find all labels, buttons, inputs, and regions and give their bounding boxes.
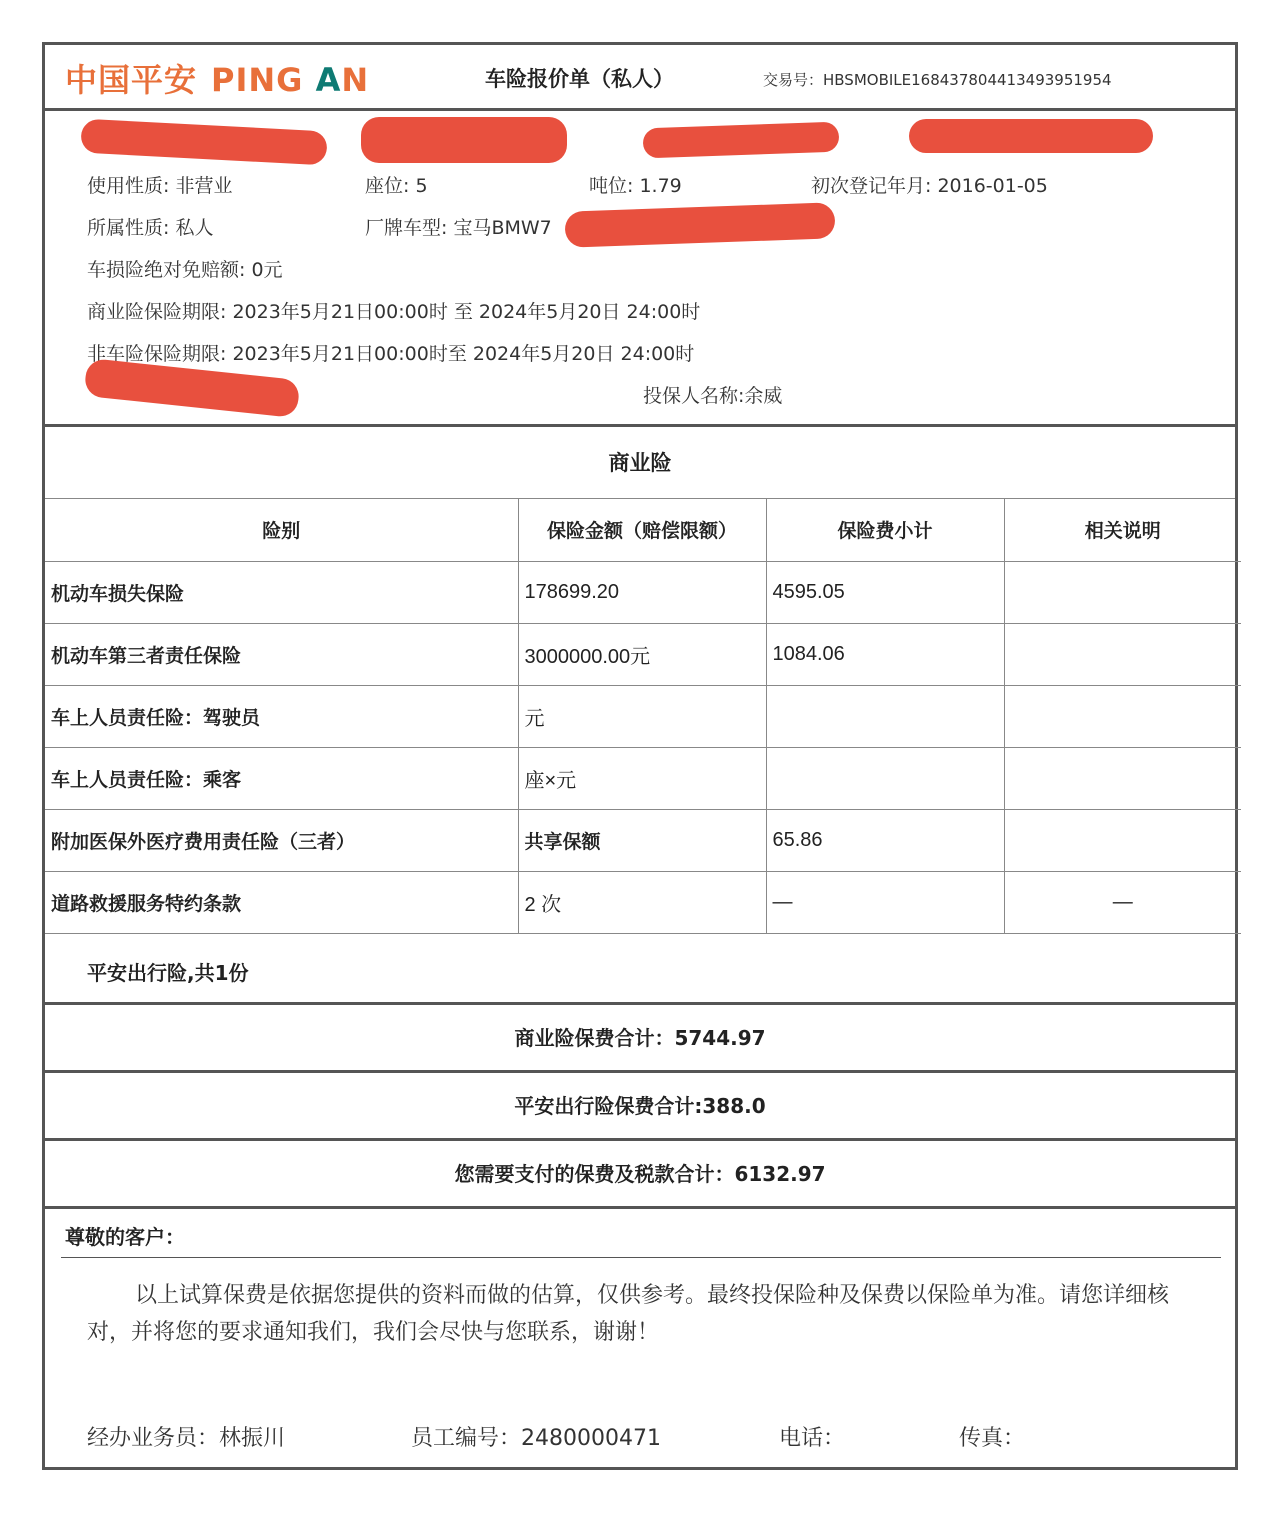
table-row — [45, 561, 1241, 623]
coverage-name: 车上人员责任险：驾驶员 — [45, 685, 518, 747]
usage-field: 使用性质: 非营业 — [87, 175, 233, 197]
vehicle-info — [45, 111, 1235, 427]
coverage-name: 机动车损失保险 — [45, 561, 518, 623]
coverage-note — [1004, 809, 1241, 871]
travel-total: 平安出行险保费合计:388.0 — [45, 1073, 1235, 1141]
redaction-mark — [564, 202, 835, 247]
coverage-premium: 4595.05 — [766, 561, 1004, 623]
grand-total: 您需要支付的保费及税款合计：6132.97 — [45, 1141, 1235, 1209]
redaction-mark — [361, 117, 567, 163]
coverage-amount: 元 — [518, 685, 766, 747]
fax-label: 传真： — [959, 1426, 1026, 1451]
brand-model-field: 厂牌车型: 宝马BMW7 — [365, 217, 552, 239]
commercial-section-title: 商业险 — [45, 427, 1235, 499]
ownership-field: 所属性质: 私人 — [87, 217, 214, 239]
policyholder-field: 投保人名称:余威 — [643, 385, 783, 407]
coverage-amount: 共享保额 — [518, 809, 766, 871]
greeting: 尊敬的客户： — [65, 1225, 185, 1249]
tonnage-field: 吨位: 1.79 — [589, 175, 682, 197]
coverage-amount: 座×元 — [518, 747, 766, 809]
coverage-note — [1004, 623, 1241, 685]
table-row — [45, 809, 1241, 871]
column-header: 相关说明 — [1004, 499, 1241, 561]
coverage-note: — — [1004, 871, 1241, 933]
coverage-amount: 178699.20 — [518, 561, 766, 623]
noncar-period-field: 非车险保险期限: 2023年5月21日00:00时至 2024年5月20日 24:00时 — [87, 343, 695, 365]
table-row — [45, 871, 1241, 933]
document-title: 车险报价单（私人） — [485, 67, 674, 91]
table-row — [45, 685, 1241, 747]
table-header-row — [45, 499, 1241, 561]
coverage-name: 机动车第三者责任保险 — [45, 623, 518, 685]
first-registration-field: 初次登记年月: 2016-01-05 — [811, 175, 1048, 197]
table-row — [45, 747, 1241, 809]
coverage-name: 附加医保外医疗费用责任险（三者） — [45, 809, 518, 871]
column-header: 险别 — [45, 499, 518, 561]
coverage-premium: — — [766, 871, 1004, 933]
phone-label: 电话： — [779, 1426, 846, 1451]
logo-cn: 中国平安 — [65, 61, 198, 99]
coverage-note — [1004, 685, 1241, 747]
column-header: 保险金额（赔偿限额） — [518, 499, 766, 561]
coverage-table — [45, 499, 1241, 934]
commercial-total: 商业险保费合计：5744.97 — [45, 1005, 1235, 1073]
redaction-mark — [909, 119, 1153, 153]
agent-name: 经办业务员：林振川 — [87, 1426, 286, 1451]
divider — [61, 1257, 1221, 1258]
employee-id: 员工编号：2480000471 — [411, 1426, 661, 1451]
redaction-mark — [643, 122, 840, 159]
quote-document — [42, 42, 1238, 1470]
redaction-mark — [84, 358, 301, 418]
coverage-premium: 65.86 — [766, 809, 1004, 871]
redaction-mark — [80, 119, 327, 166]
travel-insurance-row — [45, 939, 1235, 1005]
coverage-amount: 2 次 — [518, 871, 766, 933]
deductible-field: 车损险绝对免赔额: 0元 — [87, 259, 283, 281]
coverage-premium — [766, 747, 1004, 809]
commercial-period-field: 商业险保险期限: 2023年5月21日00:00时 至 2024年5月20日 24:00时 — [87, 301, 701, 323]
logo-en: PING AN — [211, 61, 370, 99]
header — [45, 45, 1235, 111]
table-row — [45, 623, 1241, 685]
coverage-premium — [766, 685, 1004, 747]
pingan-logo — [65, 55, 369, 101]
disclaimer-text: 以上试算保费是依据您提供的资料而做的估算，仅供参考。最终投保险种及保费以保险单为准。请您详细核对，并将您的要求通知我们，我们会尽快与您联系，谢谢！ — [87, 1283, 1170, 1345]
seats-field: 座位: 5 — [365, 175, 428, 197]
coverage-note — [1004, 561, 1241, 623]
travel-insurance-label: 平安出行险,共1份 — [87, 961, 249, 985]
coverage-amount: 3000000.00元 — [518, 623, 766, 685]
coverage-name: 车上人员责任险：乘客 — [45, 747, 518, 809]
coverage-premium: 1084.06 — [766, 623, 1004, 685]
transaction-number: 交易号：HBSMOBILE16843780441349395195​4 — [763, 71, 1112, 89]
coverage-note — [1004, 747, 1241, 809]
column-header: 保险费小计 — [766, 499, 1004, 561]
coverage-name: 道路救援服务特约条款 — [45, 871, 518, 933]
